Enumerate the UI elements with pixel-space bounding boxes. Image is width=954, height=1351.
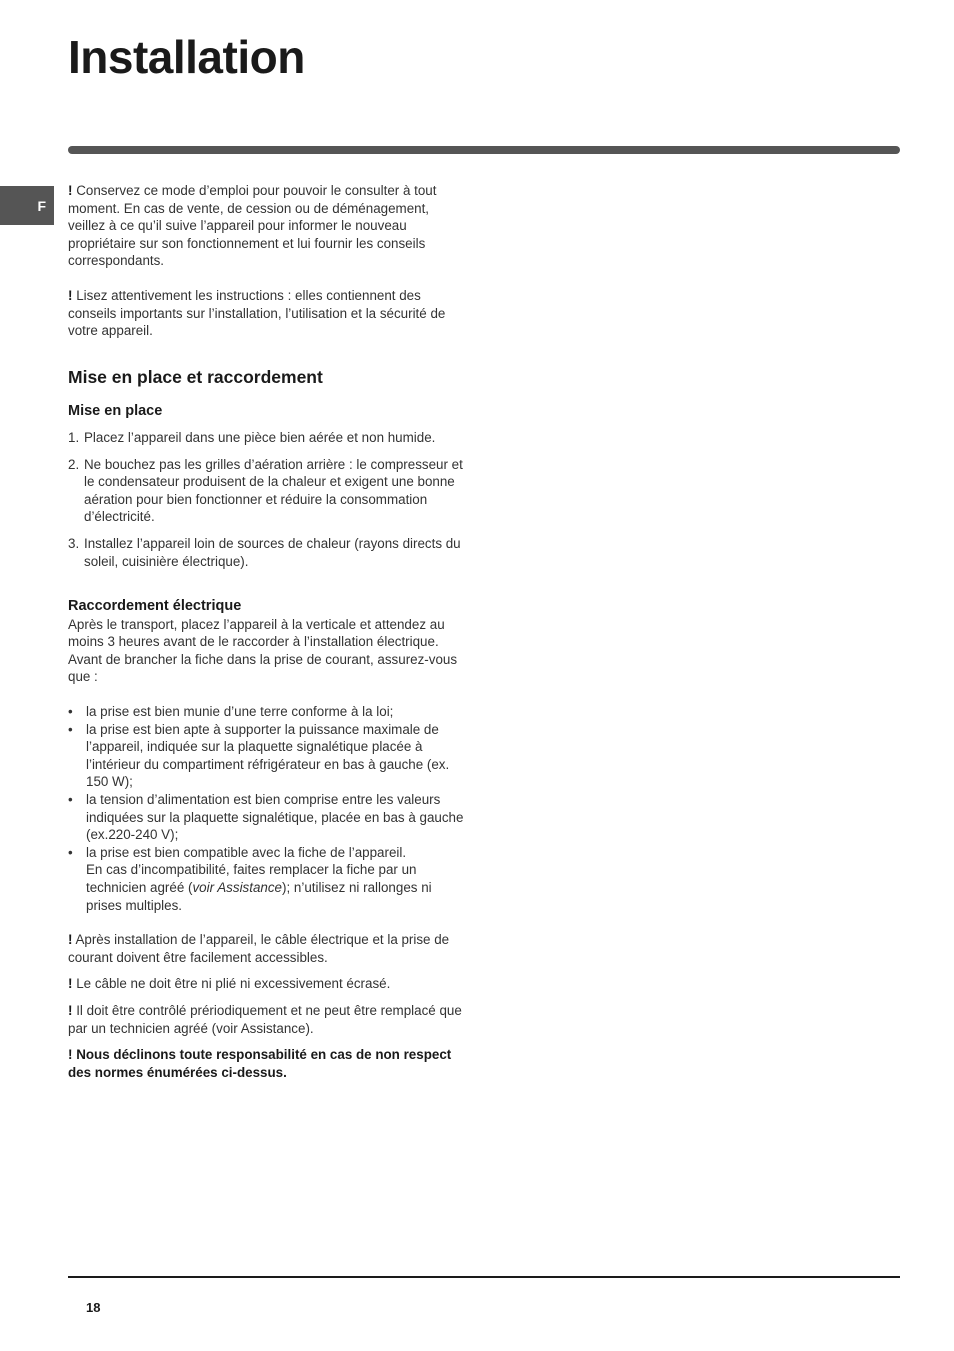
disclaimer-text: Nous déclinons toute responsabilité en cas de non respect des normes énumérées ci-dessus. <box>68 1047 452 1080</box>
step-text: Ne bouchez pas les grilles d’aération arrière : le compresseur et le condensateur produisent de la chaleur et exigent une bonne aération pour bien fonctionner et réduire la consommation d’électricité. <box>84 456 463 525</box>
warning-paragraph <box>68 975 464 993</box>
subsection-heading-placement: Mise en place <box>68 403 163 420</box>
warning-mark: ! <box>68 287 73 303</box>
warning-text: Après installation de l’appareil, le câble électrique et la prise de courant doivent être facilement accessibles. <box>68 932 450 965</box>
placement-steps <box>68 429 464 570</box>
list-item <box>68 721 464 791</box>
warning-paragraph <box>68 931 464 966</box>
title-divider <box>68 146 900 154</box>
intro-paragraph <box>68 287 464 340</box>
warning-mark: ! <box>68 1047 73 1063</box>
step-text: Installez l’appareil loin de sources de chaleur (rayons directs du soleil, cuisinière électrique). <box>84 535 461 569</box>
warning-text: Il doit être contrôlé prériodiquement et ne peut être remplacé que par un technicien agréé (voir Assistance). <box>68 1002 462 1036</box>
bullet-mark: • <box>68 721 73 737</box>
list-item <box>68 429 464 447</box>
step-number: 2. <box>68 456 80 472</box>
bullet-text: la prise est bien apte à supporter la puissance maximale de l’appareil, indiquée sur la plaquette signalétique placée à l’intérieur du compartiment réfrigérateur en bas à gauche (ex. 150 W); <box>86 721 450 790</box>
bullet-text <box>86 844 464 914</box>
electrical-checklist <box>68 703 464 914</box>
list-item <box>68 844 464 914</box>
intro-text: Lisez attentivement les instructions : elles contiennent des conseils importants sur l’installation, l’utilisation et la sécurité de votre appareil. <box>68 287 446 339</box>
step-number: 3. <box>68 535 80 551</box>
disclaimer-paragraph <box>68 1046 464 1081</box>
step-number: 1. <box>68 429 80 445</box>
bullet-text: la tension d’alimentation est bien comprise entre les valeurs indiquées sur la plaquette signalétique, placée en bas à gauche (ex.220-240 V); <box>86 792 464 843</box>
warning-mark: ! <box>68 183 73 198</box>
list-item <box>68 535 464 570</box>
bullet-mark: • <box>68 844 73 860</box>
assistance-reference: voir Assistance <box>192 880 283 895</box>
list-item <box>68 456 464 526</box>
section-heading: Mise en place et raccordement <box>68 366 323 387</box>
bullet-mark: • <box>68 792 73 808</box>
bullet-text: la prise est bien munie d’une terre conforme à la loi; <box>86 704 394 720</box>
warning-text: Le câble ne doit être ni plié ni excessivement écrasé. <box>76 976 391 992</box>
warning-paragraph <box>68 1002 464 1037</box>
footer-divider <box>68 1276 900 1278</box>
language-tab: F <box>0 186 54 225</box>
electrical-intro: Après le transport, placez l’appareil à la verticale et attendez au moins 3 heures avant de le raccorder à l’installation électrique. Avant de brancher la fiche dans la prise de courant, assurez-vous que : <box>68 616 458 685</box>
bullet-line-start: En cas d’incompatibilité, faites remplacer la fiche par un technicien agréé ( <box>86 862 417 895</box>
content-column <box>68 182 464 1081</box>
page-title: Installation <box>68 31 305 83</box>
list-item <box>68 791 464 844</box>
step-text: Placez l’appareil dans une pièce bien aérée et non humide. <box>84 429 436 445</box>
warning-mark: ! <box>68 932 73 948</box>
warning-mark: ! <box>68 976 73 992</box>
bullet-line: la prise est bien compatible avec la fiche de l’appareil. <box>86 844 407 860</box>
intro-text: Conservez ce mode d’emploi pour pouvoir le consulter à tout moment. En cas de vente, de cession ou de déménagement, veillez à ce qu’il suive l’appareil pour informer le nouveau propriétaire sur son fonctionnement et lui fournir les conseils correspondants. <box>68 183 437 269</box>
bullet-mark: • <box>68 704 73 720</box>
page-number: 18 <box>86 1300 101 1315</box>
subsection-heading-electrical: Raccordement électrique <box>68 598 242 615</box>
list-item <box>68 703 464 721</box>
warning-mark: ! <box>68 1002 73 1018</box>
bullet-line-end: ); n’utilisez ni rallonges ni prises multiples. <box>86 880 432 913</box>
intro-paragraph <box>68 182 464 270</box>
